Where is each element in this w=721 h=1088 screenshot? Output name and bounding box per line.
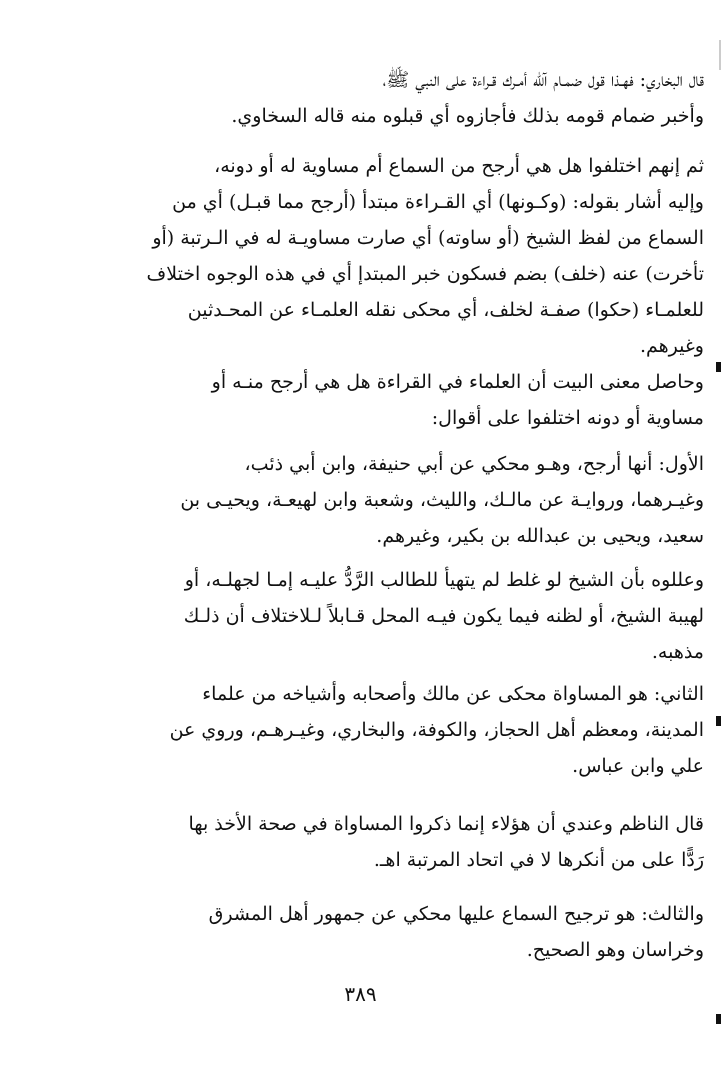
text-line: وخراسان وهو الصحيح. [526,939,704,961]
text-line: مساوية أو دونه اختلفوا على أقوال: [431,407,704,429]
paragraph-8 [64,896,704,968]
paragraph-6 [64,676,704,784]
text-line: للعلمـاء (حكوا) صفـة لخلف، أي محكى نقله العلمـاء عن المحـدثين [187,299,704,321]
text-line: ثم إنهم اختلفوا هل هي أرجح من السماع أم مساوية له أو دونه، [214,155,704,177]
paragraph-2 [64,148,704,364]
text-line: وإليه أشار بقوله: (وكـونها) أي القـراءة مبتدأ (أرجح مما قبـل) أي من [172,191,704,213]
text-line: قال الناظم وعندي أن هؤلاء إنما ذكروا المساواة في صحة الأخذ بها [188,813,704,835]
paragraph-3 [64,364,704,436]
text-line: السماع من لفظ الشيخ (أو ساوته) أي صارت مساويـة له في الـرتبة (أو [152,227,704,249]
text-line: والثالث: هو ترجيح السماع عليها محكي عن جمهور أهل المشرق [208,903,704,925]
text-line: وأخبر ضمام قومه بذلك فأجازوه أي قبلوه منه قاله السخاوي. [231,105,704,127]
text-line: الثاني: هو المساواة محكى عن مالك وأصحابه وأشياخه من علماء [202,683,704,705]
text-line: علي وابن عباس. [572,755,704,777]
paragraph-5 [64,562,704,670]
text-line: رَدًّا على من أنكرها لا في اتحاد المرتبة اهـ. [373,849,704,871]
margin-mark [716,362,721,372]
text-line: وعللوه بأن الشيخ لو غلط لم يتهيأ للطالب الرَّدُّ عليـه إمـا لجهلـه، أو [184,569,704,591]
text-line: قال البخاري: فهـذا قول ضمـام آلله أمـرك قـراءة على النبي ﷺ، [382,69,704,91]
text-line: مذهبه. [651,641,704,663]
text-line: الأول: أنها أرجح، وهـو محكي عن أبي حنيفة، وابن أبي ذئب، [244,453,704,475]
paragraph-4 [64,446,704,554]
text-line: وحاصل معنى البيت أن العلماء في القراءة هل هي أرجح منـه أو [211,371,704,393]
text-line: وغيرهم. [639,335,704,357]
text-line: تأخرت) عنه (خلف) بضم فسكون خبر المبتدإ أي في هذه الوجوه اختلاف [146,263,704,285]
text-line: سعيد، ويحيى بن عبدالله بن بكير، وغيرهم. [376,525,704,547]
margin-mark [716,1014,721,1024]
paragraph-7 [64,806,704,878]
page-number: ٣٨٩ [344,982,377,1006]
text-line: المدينة، ومعظم أهل الحجاز، والكوفة، والبخاري، وغيـرهـم، وروي عن [169,719,704,741]
margin-mark [716,716,721,726]
paragraph-1 [64,62,704,134]
text-line: وغيـرهما، وروايـة عن مالـك، والليث، وشعبة وابن لهيعـة، ويحيـى بن [180,489,704,511]
text-line: لهيبة الشيخ، أو لظنه فيما يكون فيـه المحل قـابلاً لـلاختلاف أن ذلـك [183,605,704,627]
